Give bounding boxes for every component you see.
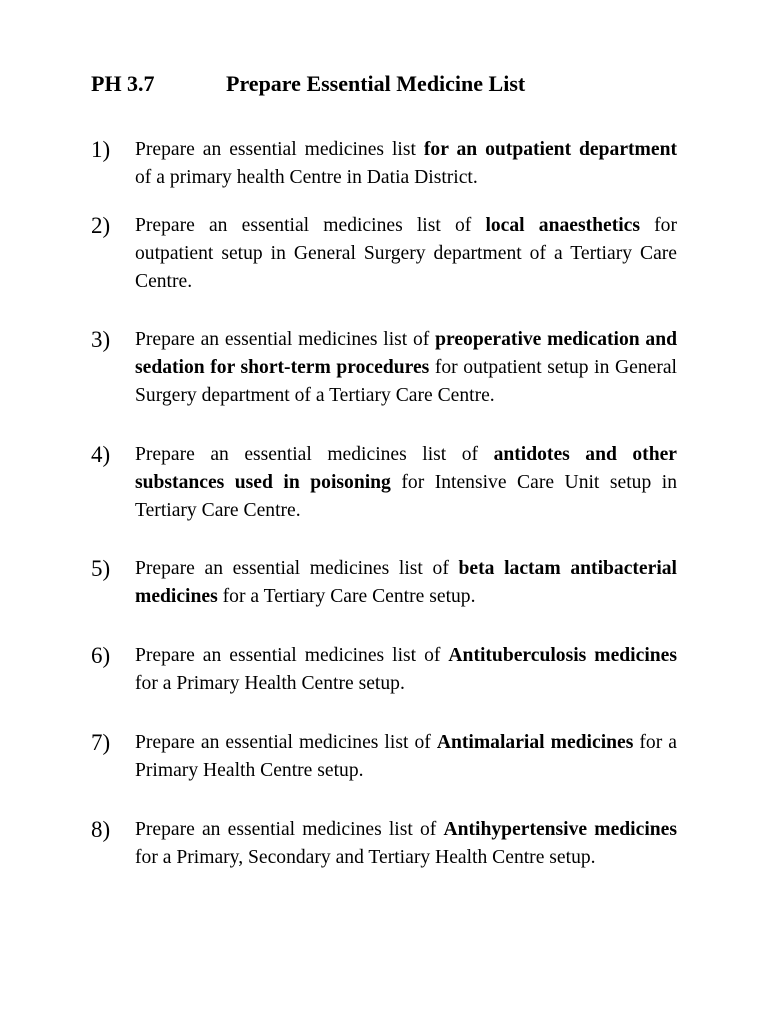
- item-number: 4): [91, 442, 111, 467]
- item-line: [135, 670, 677, 698]
- item-body: [135, 441, 677, 525]
- item-emphasis: substances used in poisoning: [135, 472, 391, 493]
- item-number: 6): [91, 643, 111, 668]
- item-line: [135, 136, 677, 164]
- item-emphasis: antidotes and other: [493, 444, 677, 465]
- item-text: for a Primary, Secondary and Tertiary Health Centre setup.: [135, 847, 596, 868]
- item-text: for: [640, 215, 677, 236]
- item-line: [135, 469, 677, 497]
- item-text: Centre.: [135, 271, 193, 292]
- item-body: [135, 136, 677, 192]
- item-emphasis: preoperative medication and: [435, 329, 678, 350]
- item-text: Tertiary Care Centre.: [135, 500, 301, 521]
- item-line: [135, 382, 677, 410]
- item-emphasis: beta lactam antibacterial: [458, 558, 677, 579]
- item-emphasis: for an outpatient department: [423, 139, 677, 160]
- item-line: [135, 642, 677, 670]
- item-text: Prepare an essential medicines list of: [135, 732, 437, 753]
- item-text: Prepare an essential medicines list: [135, 139, 424, 160]
- item-line: [135, 497, 677, 525]
- section-title: Prepare Essential Medicine List: [226, 71, 526, 96]
- item-line: [135, 268, 677, 296]
- item-number: 1): [91, 137, 111, 162]
- item-line: [135, 326, 677, 354]
- item-text: for outpatient setup in General: [429, 357, 677, 378]
- item-emphasis: Antituberculosis medicines: [448, 645, 677, 666]
- item-body: [135, 212, 677, 296]
- item-emphasis: Antihypertensive medicines: [443, 819, 677, 840]
- item-line: [135, 583, 677, 611]
- item-emphasis: Antimalarial medicines: [436, 732, 634, 753]
- item-number: 5): [91, 556, 111, 581]
- item-line: [135, 354, 677, 382]
- item-text: Prepare an essential medicines list of: [135, 819, 444, 840]
- item-text: Prepare an essential medicines list of: [135, 329, 436, 350]
- item-number: 2): [91, 213, 111, 238]
- item-emphasis: sedation for short-term procedures: [135, 357, 430, 378]
- item-text: Prepare an essential medicines list of: [135, 444, 494, 465]
- item-line: [135, 729, 677, 757]
- item-line: [135, 212, 677, 240]
- item-line: [135, 757, 677, 785]
- item-body: [135, 326, 677, 410]
- item-text: Prepare an essential medicines list of: [135, 215, 486, 236]
- item-text: for a Primary Health Centre setup.: [135, 673, 405, 694]
- item-line: [135, 441, 677, 469]
- section-code: PH 3.7: [91, 71, 155, 96]
- item-text: Primary Health Centre setup.: [135, 760, 364, 781]
- item-emphasis: local anaesthetics: [485, 215, 640, 236]
- item-line: [135, 164, 677, 192]
- item-body: [135, 729, 677, 785]
- item-text: for a: [633, 732, 678, 753]
- item-body: [135, 816, 677, 872]
- item-line: [135, 844, 677, 872]
- item-text: for a Tertiary Care Centre setup.: [217, 586, 476, 607]
- section-heading: [0, 70, 768, 98]
- item-line: [135, 555, 677, 583]
- item-body: [135, 555, 677, 611]
- item-number: 8): [91, 817, 111, 842]
- item-text: outpatient setup in General Surgery department of a Tertiary Care: [135, 243, 677, 264]
- item-number: 3): [91, 327, 111, 352]
- item-text: Prepare an essential medicines list of: [135, 645, 449, 666]
- item-text: for Intensive Care Unit setup in: [390, 472, 677, 493]
- item-body: [135, 642, 677, 698]
- item-number: 7): [91, 730, 111, 755]
- item-text: of a primary health Centre in Datia District.: [135, 167, 478, 188]
- item-text: Prepare an essential medicines list of: [135, 558, 459, 579]
- item-emphasis: medicines: [135, 586, 218, 607]
- item-line: [135, 816, 677, 844]
- item-line: [135, 240, 677, 268]
- item-text: Surgery department of a Tertiary Care Centre.: [135, 385, 495, 406]
